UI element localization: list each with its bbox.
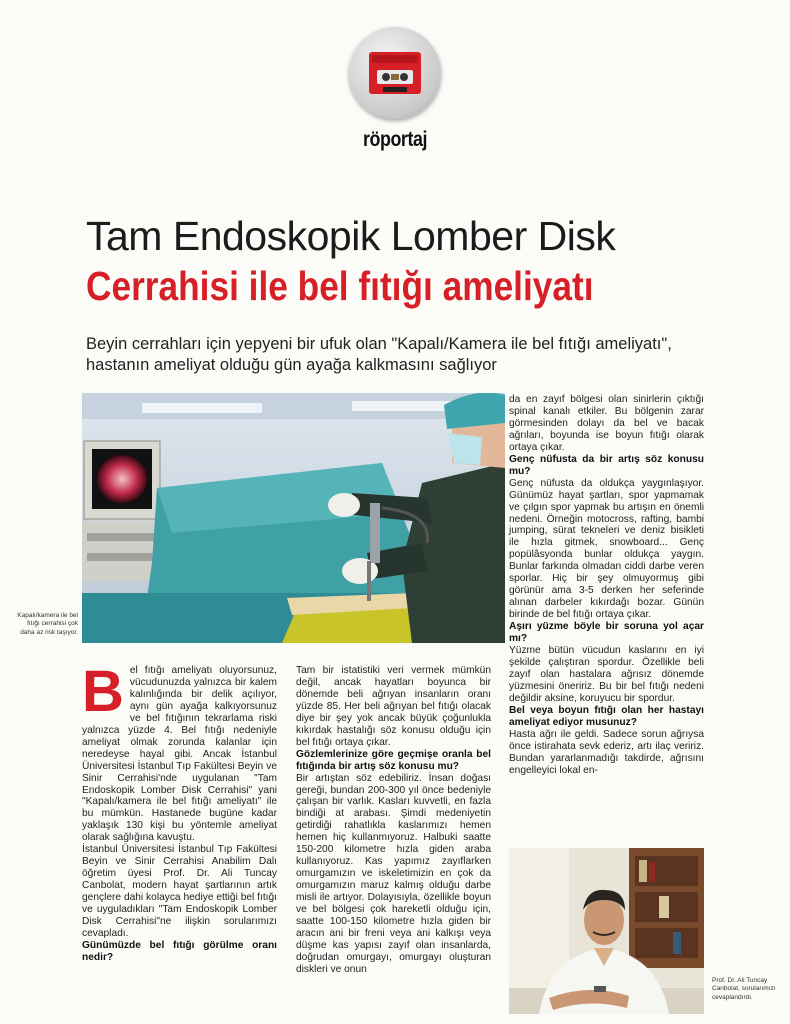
- paragraph: da en zayıf bölgesi olan sinirlerin çıktığı spinal kanalı etkiler. Bu bölgenin zarar görmesinden dolayı da bel ve bacak ağrıları, boyunda ise boyun fıtığı olarak ortaya çıkar.: [509, 394, 704, 453]
- paragraph: Yüzme bütün vücudun kaslarını en iyi şekilde çalıştıran spordur. Özellikle beli zayıf olan hastalara ağrısız dönemde yüzmesini öneririz. Bu bir bel fıtığı nedeni değildir aksine, koruyucu bir spordur.: [509, 645, 704, 704]
- paragraph: Hasta ağrı ile geldi. Sadece sorun ağrıysa önce istirahata sevk ederiz, artı ilaç veririz. Bundan yararlanmadığı takdirde, ağrısını engelleyici lokal en-: [509, 728, 704, 776]
- interview-question: Gözlemlerinize göre geçmişe oranla bel fıtığında bir artış söz konusu mu?: [296, 748, 491, 772]
- article-title-line1: Tam Endoskopik Lomber Disk: [86, 213, 616, 259]
- cassette-tape-icon: [369, 52, 421, 94]
- section-badge: [349, 27, 441, 119]
- article-column-1: [82, 659, 277, 964]
- article-lead: Beyin cerrahları için yepyeni bir ufuk olan "Kapalı/Kamera ile bel fıtığı ameliyatı", hastanın ameliyat olduğu gün ayağa kalkmasını sağlıyor: [86, 335, 672, 374]
- surgery-photo: [82, 393, 505, 643]
- drop-cap: B: [82, 659, 124, 724]
- paragraph: Tam bir istatistiki veri vermek mümkün değil, ancak hayatları boyunca bir dönemde beli ağrıyan insanların oranı yüzde 85. Her beli ağrıyan bel fıtığı olacak diye bir şey yok ancak büyük çoğunlukla kıkırdak hastalığı söz konusu olduğu için bel fıtığı ortaya çıkar.: [296, 665, 491, 748]
- section-label: röportaj: [362, 128, 428, 151]
- interview-question: Genç nüfusta da bir artış söz konusu mu?: [509, 453, 704, 477]
- article-title-line2: Cerrahisi ile bel fıtığı ameliyatı: [86, 263, 594, 309]
- interview-question: Aşırı yüzme böyle bir soruna yol açar mı?: [509, 621, 704, 645]
- article-column-3: [509, 394, 704, 777]
- paragraph: İstanbul Üniversitesi İstanbul Tıp Fakültesi Beyin ve Sinir Cerrahisi Anabilim Dalı öğretim üyesi Prof. Dr. Ali Tuncay Canbolat, modern hayat şartlarının artık gençlere dahi kolayca hediye ettiği bel fıtığı ve uyguladıkları "Tam Endoskopik Lomber Disk Cerrahisi"ne ilişkin sorularımızı cevapladı.: [82, 844, 277, 939]
- article-column-2: [296, 665, 491, 976]
- interview-question: Günümüzde bel fıtığı görülme oranı nedir?: [82, 939, 277, 963]
- paragraph: Genç nüfusta da oldukça yaygınlaşıyor. Günümüz hayat şartları, spor yapmamak ve çılgın spor yapmak bu artışın en önemli nedeni. Örneğin motocross, rafting, bambi jumping, sürat tekneleri ve deniz bisikleti ile hızla gitmek, snowboard... Genç popülâsyonda bunlar oldukça yaygın. Bunlar farkında olmadan ciddi darbe veren sporlar. Hiç bir şey olmuyormuş gibi görünür ama 3-5 derken her seferinde alınan darbeler kıkırdağı bozar. Günün birinde de bel fıtığı ortaya çıkar.: [509, 477, 704, 621]
- surgery-photo-caption: Kapalı/kamera ile bel fıtığı cerrahisi çok daha az risk taşıyor.: [17, 612, 78, 636]
- doctor-photo-caption: Prof. Dr. Ali Tuncay Canbolat, sorularımızı cevaplandırdı.: [712, 977, 776, 1001]
- interview-question: Bel veya boyun fıtığı olan her hastayı ameliyat ediyor musunuz?: [509, 704, 704, 728]
- paragraph: Bir artıştan söz edebiliriz. İnsan doğası gereği, bundan 200-300 yıl önce bedeniyle çalışan bir varlık. Kasları kuvvetli, en fazla bindiği at arabası. Şimdi medeniyetin getirdiği rahatlıkla kaslarımızı hemen hemen hiç kullanmıyoruz. Halbuki saatte 150-200 kilometre hızla giden araba kullanıyoruz. Kas yapımız zayıflarken omurgamızın ve iskeletimizin en çok da omurgamızın maruz kalmış olduğu darbe misli ile artıyor. Dolayısıyla, özellikle boyun ve bel bölgesi çok hareketli olduğu için, saatte 100-150 kilometre hızla giden bir aracın ani bir freni veya ani kalkışı veya düşme kas yapısı zayıf olan insanlarda, doğrudan omurgayı, omurgayı oluşturan diskleri ve onun: [296, 772, 491, 975]
- doctor-photo: [509, 848, 704, 1014]
- paragraph: el fıtığı ameliyatı oluyorsunuz, vücudunuzda yalnızca bir kalem kalınlığında bir delik açılıyor, aynı gün ayağa kalkıyorsunuz ve bel fıtığının tekrarlama riski yalnızca yüzde 4. Bel fıtığı nedeniyle ameliyat olmak zorunda kalanlar için neredeyse hayal gibi. Ancak İstanbul Üniversitesi İstanbul Tıp Fakültesi Beyin ve Sinir Cerrahisi'nde uygulanan "Tam Endoskopik Lomber Disk Cerrahisi" yani "Kapalı/kamera ile bel fıtığı ameliyatı" ile bu mümkün. Hastanede bugüne kadar yaklaşık 130 kişi bu yöntemle ameliyat olarak sağlığına kavuştu.: [82, 665, 277, 844]
